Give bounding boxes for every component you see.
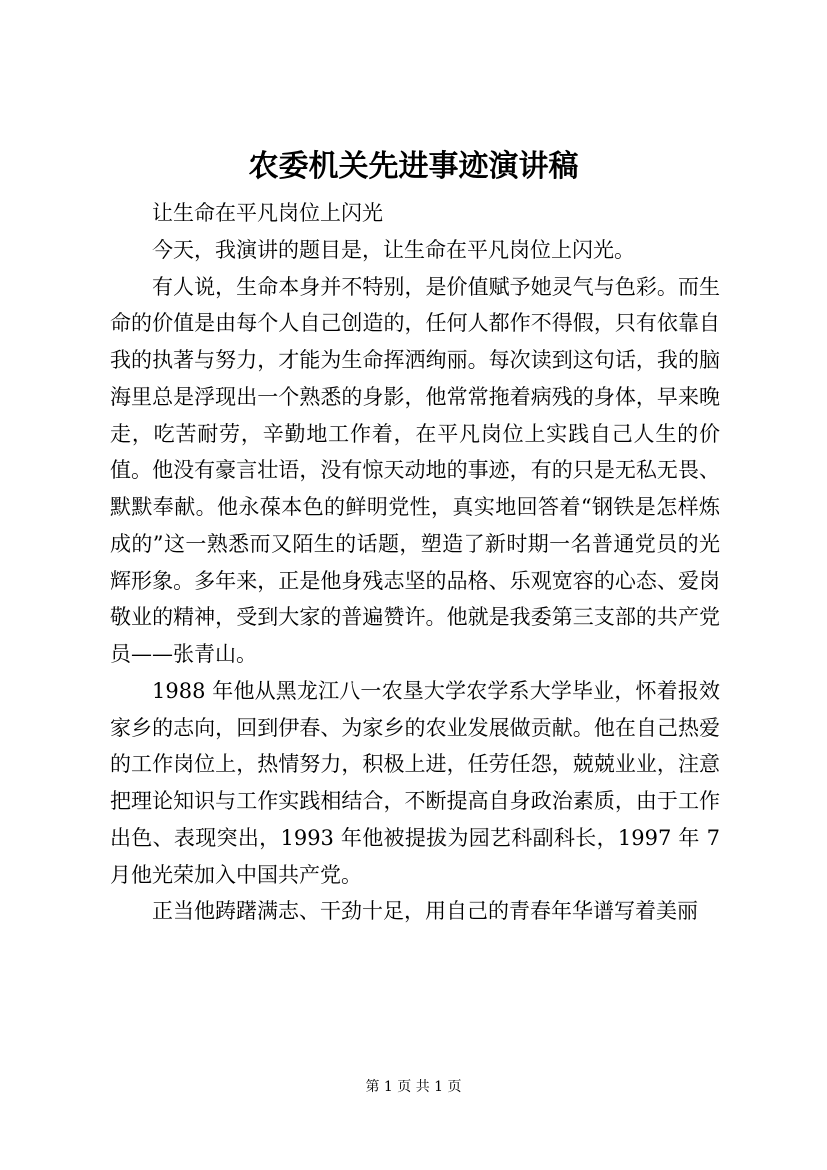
paragraph-continuation: 正当他踌躇满志、干劲十足，用自己的青春年华谱写着美丽: [152, 899, 698, 924]
document-body: [110, 195, 720, 930]
paragraph-subtitle: 让生命在平凡岗位上闪光: [152, 201, 383, 225]
paragraph-intro: 今天，我演讲的题目是，让生命在平凡岗位上闪光。: [152, 237, 635, 262]
page-footer: 第 1 页 共 1 页: [365, 1079, 462, 1095]
paragraph-value-of-life: 有人说，生命本身并不特别，是价值赋予她灵气与色彩。而生命的价值是由每个人自己创造的，任何人都作不得假，只有依靠自我的执著与努力，才能为生命挥洒绚丽。每次读到这句话，我的脑海里总是浮现出一个熟悉的身影，他常常拖着病残的身体，早来晚走，吃苦耐劳，辛勤地工作着，在平凡岗位上实践自己人生的价值。他没有豪言壮语，没有惊天动地的事迹，有的只是无私无畏、默默奉献。他永葆本色的鲜明党性，真实地回答着“钢铁是怎样炼成的”这一熟悉而又陌生的话题，塑造了新时期一名普通党员的光辉形象。多年来，正是他身残志坚的品格、乐观宽容的心态、爱岗敬业的精神，受到大家的普遍赞许。他就是我委第三支部的共产党员——张青山。: [110, 274, 720, 666]
paragraph-career-history: 1988 年他从黑龙江八一农垦大学农学系大学毕业，怀着报效家乡的志向，回到伊春、为家乡的农业发展做贡献。他在自己热爱的工作岗位上，热情努力，积极上进，任劳任怨，兢兢业业，注意把理论知识与工作实践相结合，不断提高自身政治素质，由于工作出色、表现突出，1993 年他被提拔为园艺科副科长，1997 年 7 月他光荣加入中国共产党。: [110, 678, 720, 887]
document-title: 农委机关先进事迹演讲稿: [248, 149, 579, 184]
